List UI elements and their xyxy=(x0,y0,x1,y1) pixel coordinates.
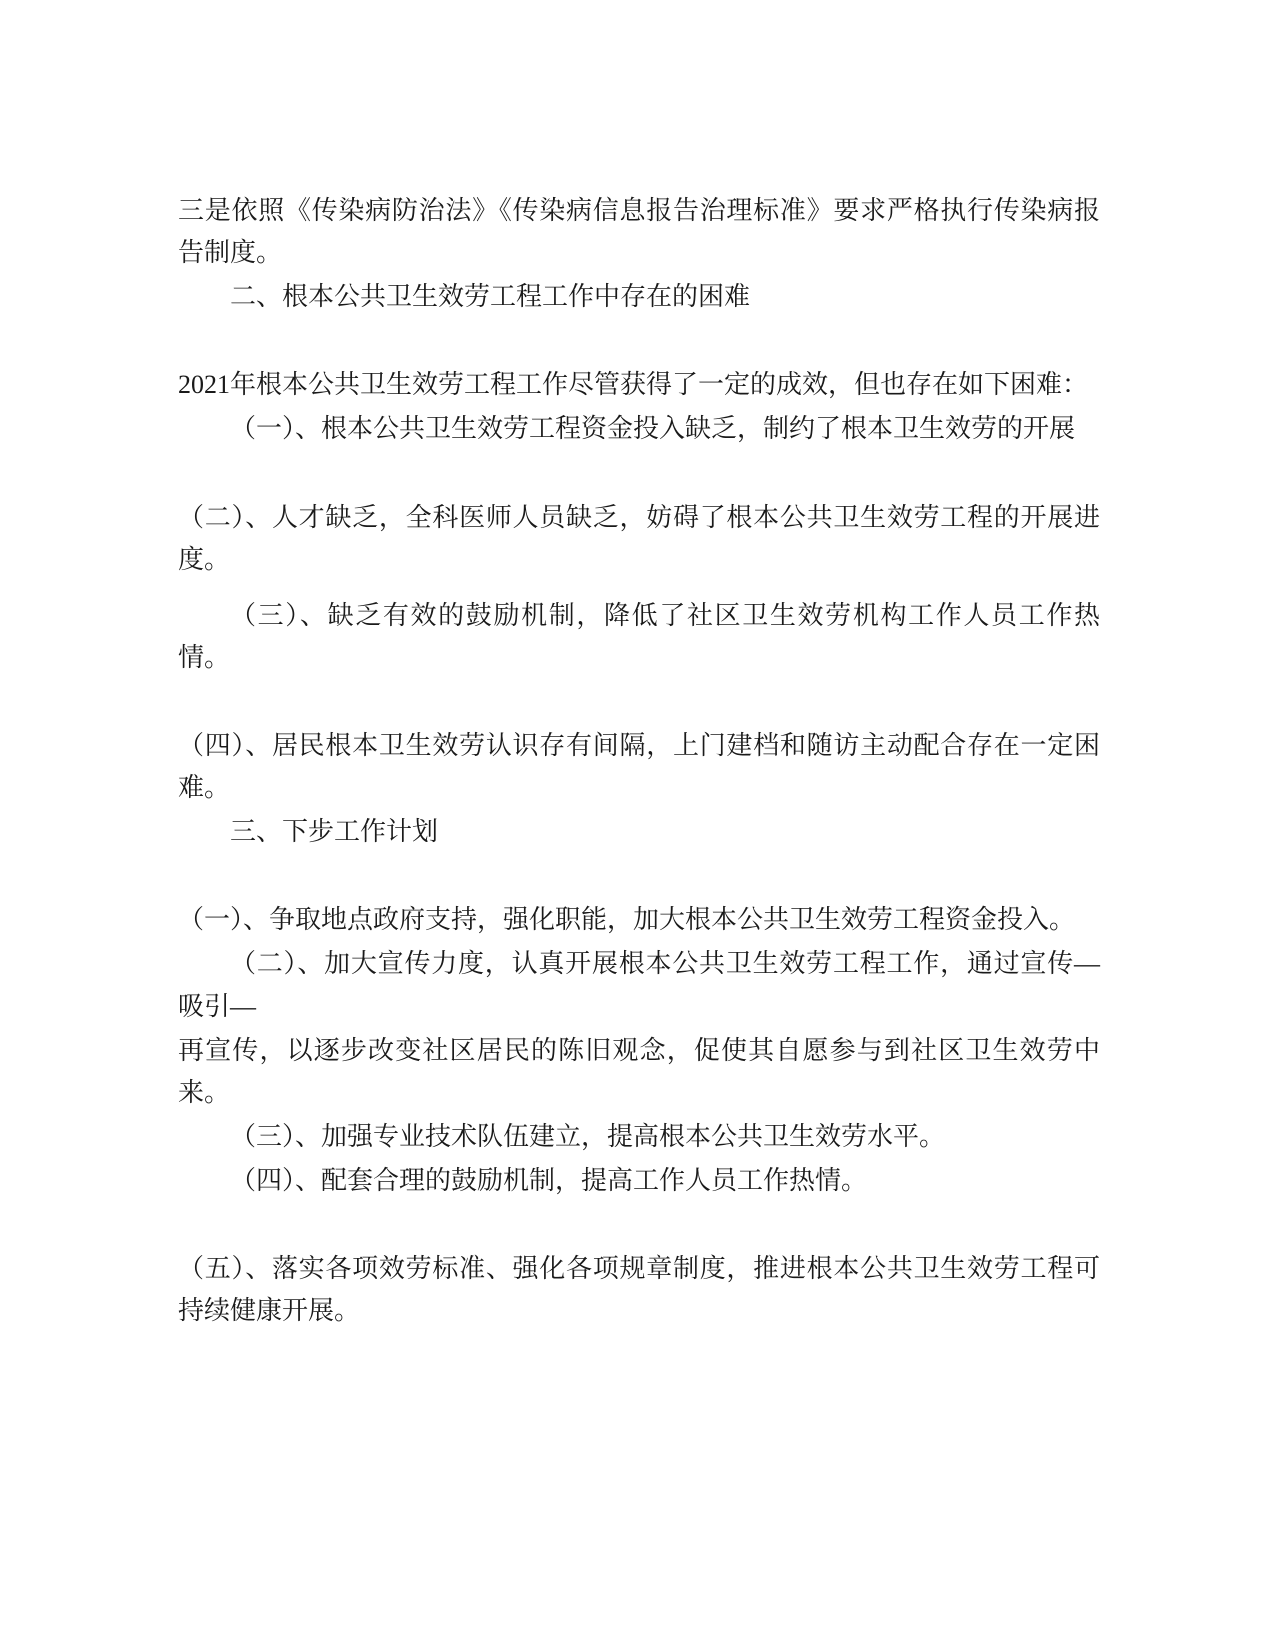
paragraph-2021-difficulties-intro: 2021年根本公共卫生效劳工程工作尽管获得了一定的成效，但也存在如下困难： xyxy=(178,370,1089,400)
paragraph-infectious-disease-report: 三是依照《传染病防治法》《传染病信息报告治理标准》要求严格执行传染病报告制度。 xyxy=(178,196,1100,268)
paragraph-difficulty-three: （三）、缺乏有效的鼓励机制，降低了社区卫生效劳机构工作人员工作热情。 xyxy=(178,600,1100,672)
paragraph-difficulty-one: （一）、根本公共卫生效劳工程资金投入缺乏，制约了根本卫生效劳的开展 xyxy=(230,414,1076,444)
paragraph-difficulty-two: （二）、人才缺乏，全科医师人员缺乏，妨碍了根本公共卫生效劳工程的开展进度。 xyxy=(178,502,1100,574)
document-body xyxy=(178,190,1100,1332)
paragraph-plan-four: （四）、配套合理的鼓励机制，提高工作人员工作热情。 xyxy=(230,1165,868,1195)
heading-section-three: 三、下步工作计划 xyxy=(230,817,439,847)
paragraph-plan-three: （三）、加强专业技术队伍建立，提高根本公共卫生效劳水平。 xyxy=(230,1121,946,1151)
paragraph-plan-five: （五）、落实各项效劳标准、强化各项规章制度，推进根本公共卫生效劳工程可持续健康开展。 xyxy=(178,1254,1100,1326)
paragraph-difficulty-four: （四）、居民根本卫生效劳认识存有间隔，上门建档和随访主动配合存在一定困难。 xyxy=(178,730,1100,803)
heading-section-two: 二、根本公共卫生效劳工程工作中存在的困难 xyxy=(230,282,751,312)
paragraph-plan-two: （二）、加大宣传力度，认真开展根本公共卫生效劳工程工作，通过宣传—吸引— xyxy=(178,949,1100,1021)
paragraph-plan-one: （一）、争取地点政府支持，强化职能，加大根本公共卫生效劳工程资金投入。 xyxy=(178,905,1076,935)
paragraph-plan-two-continued: 再宣传，以逐步改变社区居民的陈旧观念，促使其自愿参与到社区卫生效劳中来。 xyxy=(178,1035,1100,1107)
